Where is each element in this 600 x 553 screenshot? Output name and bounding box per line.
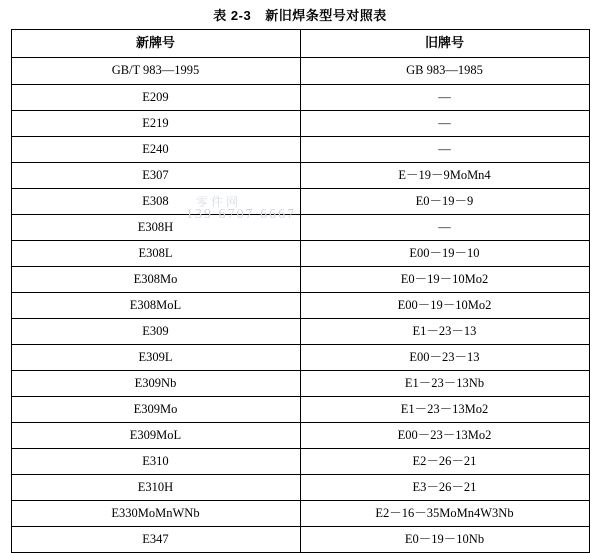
table-subheader-row — [11, 58, 589, 85]
cell-old-designation: E0－19－10Nb — [300, 527, 589, 553]
cell-new-designation: E308Mo — [11, 267, 300, 293]
comparison-table — [11, 29, 590, 553]
cell-new-designation: E309Nb — [11, 371, 300, 397]
cell-new-designation: E307 — [11, 163, 300, 189]
cell-new-designation: E330MoMnWNb — [11, 501, 300, 527]
standard-old: GB 983—1985 — [300, 58, 589, 85]
table-row — [11, 449, 589, 475]
watermark-phone: 139 6707 6667 — [186, 207, 296, 222]
cell-new-designation: E308MoL — [11, 293, 300, 319]
table-row — [11, 397, 589, 423]
table-row — [11, 371, 589, 397]
cell-old-designation: E00－23－13Mo2 — [300, 423, 589, 449]
table-row — [11, 189, 589, 215]
table-row — [11, 527, 589, 553]
cell-old-designation: E－19－9MoMn4 — [300, 163, 589, 189]
cell-new-designation: E308L — [11, 241, 300, 267]
cell-new-designation: E308H — [11, 215, 300, 241]
table-row — [11, 293, 589, 319]
column-header-old: 旧牌号 — [300, 30, 589, 58]
table-row — [11, 267, 589, 293]
cell-old-designation: E1－23－13Nb — [300, 371, 589, 397]
cell-old-designation: E1－23－13 — [300, 319, 589, 345]
table-row — [11, 111, 589, 137]
watermark-brand: 零件网 — [196, 195, 242, 209]
standard-new: GB/T 983—1995 — [11, 58, 300, 85]
cell-old-designation: E2－26－21 — [300, 449, 589, 475]
cell-new-designation: E347 — [11, 527, 300, 553]
table-row — [11, 215, 589, 241]
table-header-row — [11, 30, 589, 58]
cell-old-designation: — — [300, 215, 589, 241]
cell-new-designation: E219 — [11, 111, 300, 137]
cell-old-designation: E00－19－10 — [300, 241, 589, 267]
cell-old-designation: — — [300, 111, 589, 137]
table-row — [11, 241, 589, 267]
cell-new-designation: E240 — [11, 137, 300, 163]
column-header-new: 新牌号 — [11, 30, 300, 58]
cell-new-designation: E309 — [11, 319, 300, 345]
table-row — [11, 163, 589, 189]
table-caption — [0, 0, 600, 29]
table-row — [11, 501, 589, 527]
table-row — [11, 345, 589, 371]
cell-old-designation: E2－16－35MoMn4W3Nb — [300, 501, 589, 527]
table-row — [11, 319, 589, 345]
cell-old-designation: E3－26－21 — [300, 475, 589, 501]
cell-new-designation: E310 — [11, 449, 300, 475]
cell-new-designation: E309MoL — [11, 423, 300, 449]
cell-new-designation: E309L — [11, 345, 300, 371]
cell-new-designation: E308 — [11, 189, 300, 215]
cell-old-designation: E00－19－10Mo2 — [300, 293, 589, 319]
cell-old-designation: E00－23－13 — [300, 345, 589, 371]
cell-old-designation: — — [300, 137, 589, 163]
cell-new-designation: E309Mo — [11, 397, 300, 423]
table-row — [11, 85, 589, 111]
cell-old-designation: — — [300, 85, 589, 111]
table-row — [11, 423, 589, 449]
cell-old-designation: E0－19－9 — [300, 189, 589, 215]
cell-old-designation: E1－23－13Mo2 — [300, 397, 589, 423]
table-body — [11, 30, 589, 553]
table-row — [11, 137, 589, 163]
caption-number: 表 2-3 — [213, 8, 252, 23]
cell-new-designation: E310H — [11, 475, 300, 501]
table-row — [11, 475, 589, 501]
cell-new-designation: E209 — [11, 85, 300, 111]
caption-title: 新旧焊条型号对照表 — [265, 8, 387, 23]
cell-old-designation: E0－19－10Mo2 — [300, 267, 589, 293]
